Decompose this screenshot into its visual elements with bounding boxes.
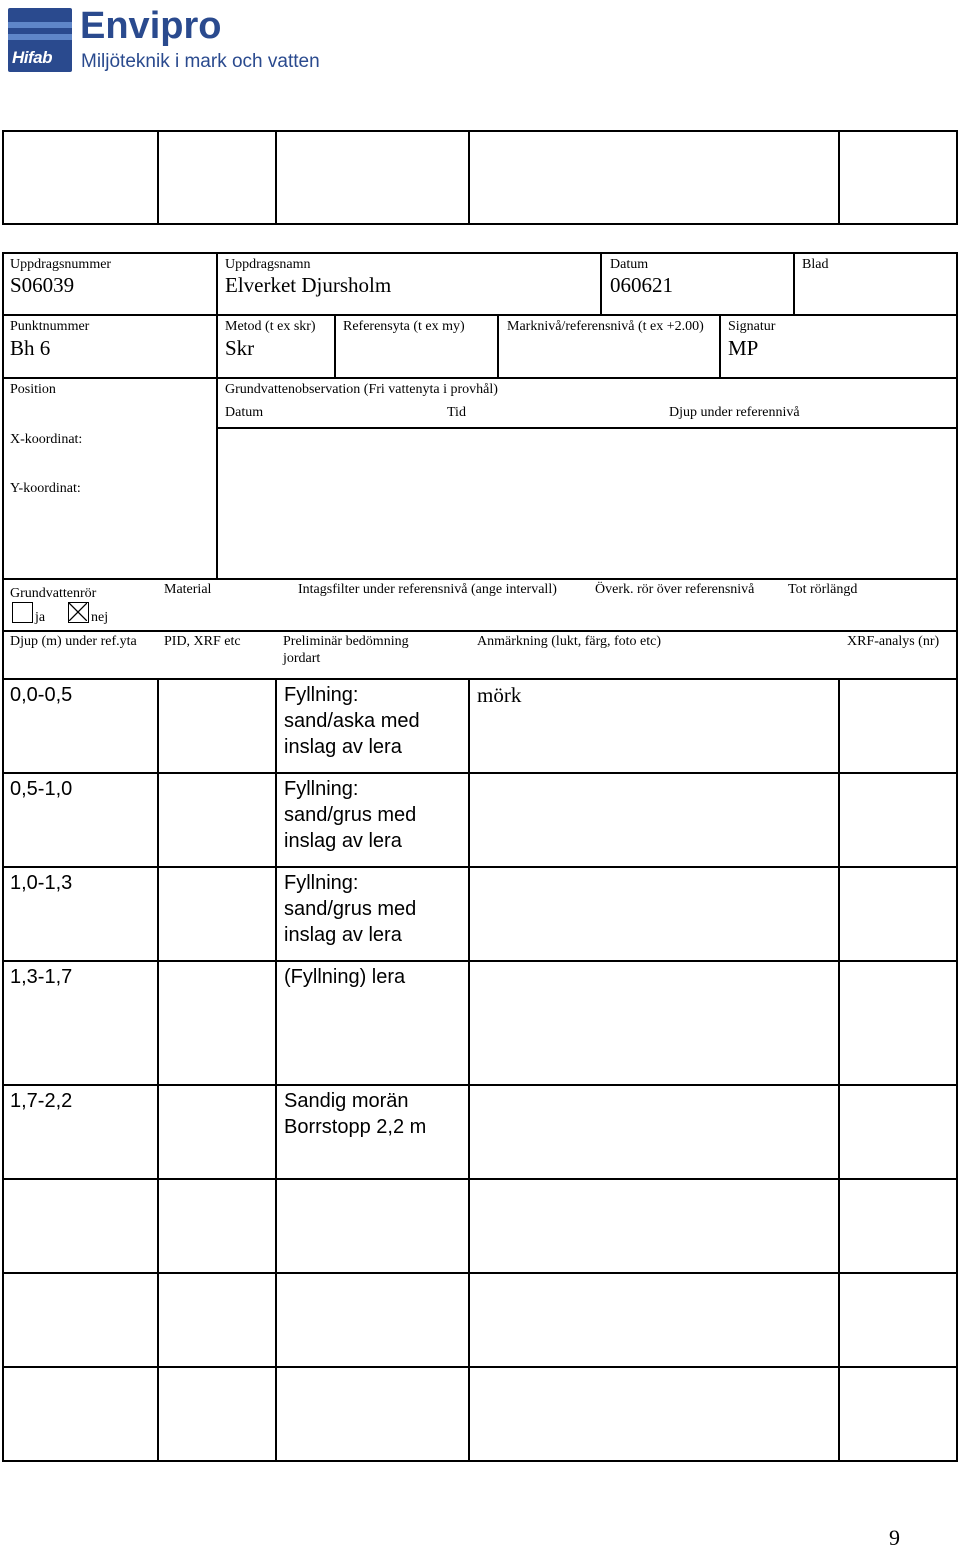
signatur-label: Signatur — [728, 319, 776, 334]
metod-value: Skr — [225, 336, 255, 360]
logo-mark-text: Hifab — [12, 48, 52, 67]
row-2-djup: 0,5-1,0 — [10, 778, 73, 800]
uppdragsnamn-label: Uppdragsnamn — [225, 257, 311, 272]
gw-datum-label: Datum — [225, 405, 264, 420]
y-koordinat-label: Y-koordinat: — [10, 481, 81, 496]
blad-label: Blad — [802, 257, 829, 272]
row-3-jordart-1: Fyllning: — [284, 872, 359, 894]
row-1-jordart-2: sand/aska med — [284, 710, 420, 732]
row-4-jordart-1: (Fyllning) lera — [284, 966, 406, 988]
uppdragsnummer-label: Uppdragsnummer — [10, 257, 112, 272]
ja-checkbox[interactable] — [12, 602, 33, 623]
punktnummer-label: Punktnummer — [10, 319, 90, 334]
row-3-jordart-2: sand/grus med — [284, 898, 417, 920]
intagsfilter-label: Intagsfilter under referensnivå (ange intervall) — [298, 582, 557, 597]
datum-label: Datum — [610, 257, 649, 272]
referensyta-label: Referensyta (t ex my) — [343, 319, 465, 334]
header-bedomning-line2: jordart — [283, 651, 321, 666]
position-label: Position — [10, 382, 56, 397]
row-5-jordart-1: Sandig morän — [284, 1090, 409, 1112]
metod-label: Metod (t ex skr) — [225, 319, 316, 334]
punktnummer-value: Bh 6 — [10, 336, 51, 360]
row-5-djup: 1,7-2,2 — [10, 1090, 73, 1112]
page-number: 9 — [889, 1525, 900, 1550]
header-anmarkning: Anmärkning (lukt, färg, foto etc) — [477, 634, 662, 649]
row-1-jordart-1: Fyllning: — [284, 684, 359, 706]
gw-tid-label: Tid — [447, 405, 466, 420]
nej-checkbox[interactable] — [68, 602, 89, 623]
row-5-jordart-2: Borrstopp 2,2 m — [284, 1116, 427, 1138]
row-3-jordart-3: inslag av lera — [284, 924, 402, 946]
overk-label: Överk. rör över referensnivå — [595, 582, 755, 597]
gw-observation-label: Grundvattenobservation (Fri vattenyta i provhål) — [225, 382, 498, 397]
uppdragsnummer-value: S06039 — [10, 273, 75, 297]
row-1-djup: 0,0-0,5 — [10, 684, 73, 706]
hifab-logo-mark — [8, 8, 72, 72]
header-bedomning-line1: Preliminär bedömning — [283, 634, 409, 649]
x-koordinat-label: X-koordinat: — [10, 432, 83, 447]
grundvattenror-label: Grundvattenrör — [10, 586, 97, 601]
row-4-djup: 1,3-1,7 — [10, 966, 73, 988]
gw-djup-label: Djup under referennivå — [669, 405, 800, 420]
datum-value: 060621 — [610, 273, 673, 297]
header-xrf: XRF-analys (nr) — [847, 634, 940, 649]
row-3-djup: 1,0-1,3 — [10, 872, 73, 894]
material-label: Material — [164, 582, 212, 597]
logo-brand: Envipro — [80, 5, 222, 47]
logo-tagline: Miljöteknik i mark och vatten — [81, 51, 320, 72]
row-1-anmarkning: mörk — [477, 683, 522, 707]
nej-label: nej — [91, 610, 109, 625]
row-2-jordart-3: inslag av lera — [284, 830, 402, 852]
header-djup: Djup (m) under ref.yta — [10, 634, 137, 649]
header-pid: PID, XRF etc — [164, 634, 241, 649]
signatur-value: MP — [728, 336, 759, 360]
row-2-jordart-1: Fyllning: — [284, 778, 359, 800]
tot-rorlangd-label: Tot rörlängd — [788, 582, 858, 597]
markniva-label: Marknivå/referensnivå (t ex +2.00) — [507, 319, 704, 334]
ja-label: ja — [35, 610, 46, 625]
row-2-jordart-2: sand/grus med — [284, 804, 417, 826]
checkbox-cross-icon — [69, 603, 87, 621]
uppdragsnamn-value: Elverket Djursholm — [225, 273, 392, 297]
row-1-jordart-3: inslag av lera — [284, 736, 402, 758]
